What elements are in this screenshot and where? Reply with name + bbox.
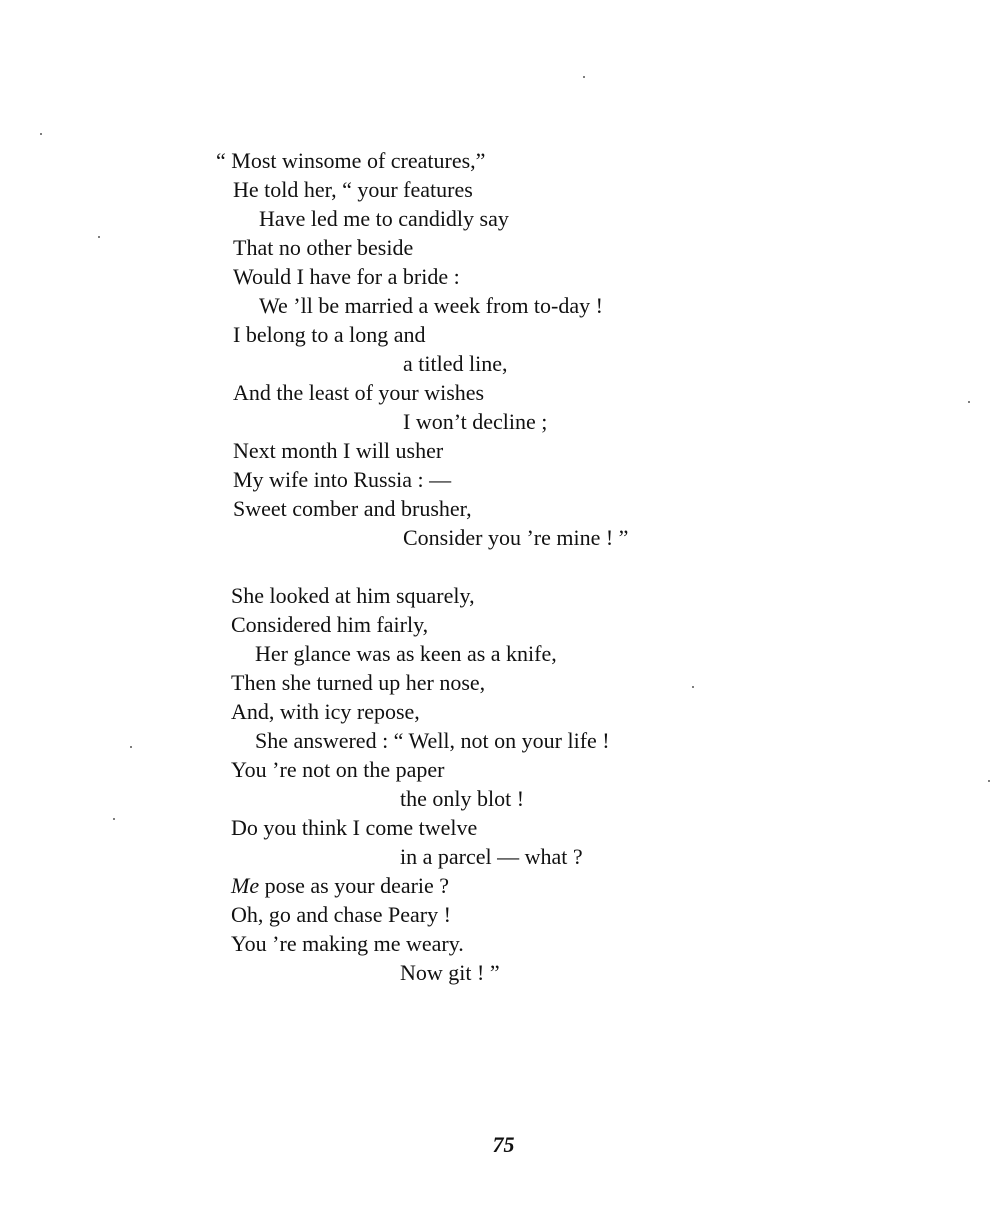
poem-line: “ Most winsome of creatures,” — [216, 148, 486, 173]
page-number: 75 — [492, 1132, 515, 1157]
poem — [0, 146, 997, 987]
stanza-1 — [0, 146, 997, 552]
poem-line — [0, 871, 997, 900]
poem-line: And, with icy repose, — [231, 699, 420, 724]
scan-speck — [113, 818, 115, 820]
poem-line: He told her, “ your features — [233, 177, 473, 202]
poem-line: She answered : “ Well, not on your life ! — [255, 728, 610, 753]
poem-line: And the least of your wishes — [233, 380, 485, 405]
scan-speck — [98, 236, 100, 238]
scan-speck — [988, 780, 990, 782]
poem-line: a titled line, — [403, 351, 508, 376]
poem-line: I belong to a long and — [233, 322, 426, 347]
poem-line: Now git ! ” — [400, 960, 500, 985]
poem-line: She looked at him squarely, — [231, 583, 475, 608]
poem-line: I won’t decline ; — [403, 409, 548, 434]
poem-line: Sweet comber and brusher, — [233, 496, 472, 521]
scan-speck — [968, 401, 970, 403]
scan-speck — [130, 746, 132, 748]
poem-line: My wife into Russia : — — [233, 467, 452, 492]
poem-line: That no other beside — [233, 235, 414, 260]
poem-line: Her glance was as keen as a knife, — [255, 641, 557, 666]
poem-line: Considered him fairly, — [231, 612, 429, 637]
emphasized-word: Me — [231, 873, 260, 898]
scan-speck — [692, 686, 694, 688]
poem-line: We ’ll be married a week from to-day ! — [259, 293, 603, 318]
stanza-2 — [0, 581, 997, 987]
scan-speck — [583, 76, 585, 78]
scan-speck — [40, 133, 42, 135]
poem-line: Consider you ’re mine ! ” — [403, 525, 629, 550]
poem-line: the only blot ! — [400, 786, 525, 811]
poem-line: in a parcel — what ? — [400, 844, 583, 869]
poem-line: Have led me to candidly say — [259, 206, 509, 231]
poem-line: Then she turned up her nose, — [231, 670, 486, 695]
poem-line: Oh, go and chase Peary ! — [231, 902, 451, 927]
poem-line: Do you think I come twelve — [231, 815, 478, 840]
poem-line-text: pose as your dearie ? — [259, 873, 450, 898]
poem-line: Would I have for a bride : — [233, 264, 460, 289]
poem-line: Next month I will usher — [233, 438, 444, 463]
poem-line: You ’re not on the paper — [231, 757, 445, 782]
poem-line: You ’re making me weary. — [231, 931, 464, 956]
